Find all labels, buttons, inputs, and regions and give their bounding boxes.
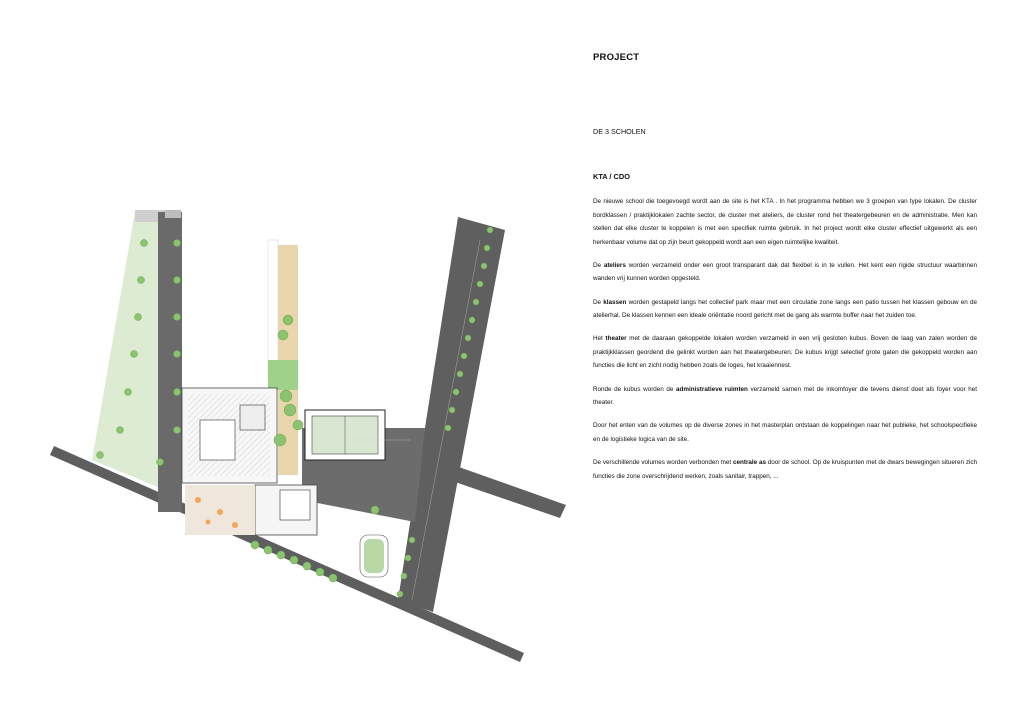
keyword-theater: theater (605, 335, 627, 343)
paragraph-centrale-as (593, 456, 977, 483)
paragraph-text: Door het enten van de volumes op de diverse zones in het masterplan ontstaan de koppelingen naar het publieke, het schoolspecifieke en de logistieke logica van de site. (593, 422, 977, 443)
keyword-ateliers: ateliers (603, 261, 626, 269)
paragraph-text: Het (593, 335, 606, 343)
text-column (593, 52, 978, 480)
page-title: PROJECT (593, 52, 640, 63)
page-subtitle: DE 3 SCHOLEN (593, 127, 646, 136)
keyword-klassen: klassen (603, 298, 627, 306)
paragraph-text: De verschillende volumes worden verbonden met (593, 458, 733, 466)
paragraph-text: De (593, 261, 604, 269)
paragraph-text: met de daaraan gekoppelde lokalen worden verzameld in een vrij gesloten kubus. Boven de laag van zalen worden de praktijkklassen geordend die gelinkt worden aan het theatergebeuren. De kubus krijgt selectief grote gaten die gekoppeld worden aan functies die licht en zicht nodig hebben zoals de loges, het kraaiennest. (593, 335, 977, 370)
paragraph-ateliers (593, 259, 977, 286)
paragraph-theater (593, 332, 977, 373)
body-text (593, 195, 977, 493)
side-road (398, 217, 505, 612)
paragraph-text: door de school. Op de kruispunten met de dwars bewegingen situeren zich functies die zone overschrijdend werken, zoals sanitair, trappen, ... (593, 458, 978, 480)
keyword-administratieve-ruimten: administratieve ruimten (676, 385, 748, 393)
paragraph-text: De nieuwe school die toegevoegd wordt aan de site is het KTA . In het programma hebben we 3 groepen van type lokalen. De cluster bordklassen / praktijklokalen zachte sector, de cluster met ateliers, de cluster rond het theatergebeuren en de administratie. Men kan stellen dat elke cluster te koppelen is met een specifiek ruimte gebruik. In het project wordt elke cluster effectief uitgewerkt als een herkenbaar volume dat op zijn beurt gekoppeld wordt aan een eigen ruimtelijke kwaliteit. (593, 198, 977, 246)
site-plan-drawing (40, 200, 580, 670)
paragraph-administratie (593, 383, 977, 410)
paragraph-text: worden gestapeld langs het collectief park maar met een circulatie zone langs een patio tussen het klassen gebouw en de atelierhal. De klassen kennen een ideale oriëntatie noord gericht met de gang als warmte buffer naar het zuiden toe. (593, 298, 977, 320)
paragraph-text: Ronde de kubus worden de (593, 385, 677, 393)
section-title: KTA / CDO (593, 172, 630, 181)
paragraph-koppelingen (593, 419, 977, 446)
paragraph-text: worden verzameld onder een groot transparant dak dat flexibel is in te vullen. Het kent een rigide structuur waarbinnen wanden vrij kunnen worden opgesteld. (593, 261, 977, 283)
paragraph-text: De (593, 298, 604, 306)
paragraph-text: verzameld samen met de inkomfoyer die tevens dienst doet als foyer voor het theater. (593, 385, 977, 407)
park-lawn (92, 212, 165, 490)
paragraph-klassen (593, 296, 977, 323)
paragraph-intro (593, 195, 977, 249)
keyword-centrale-as: centrale as (733, 458, 766, 466)
